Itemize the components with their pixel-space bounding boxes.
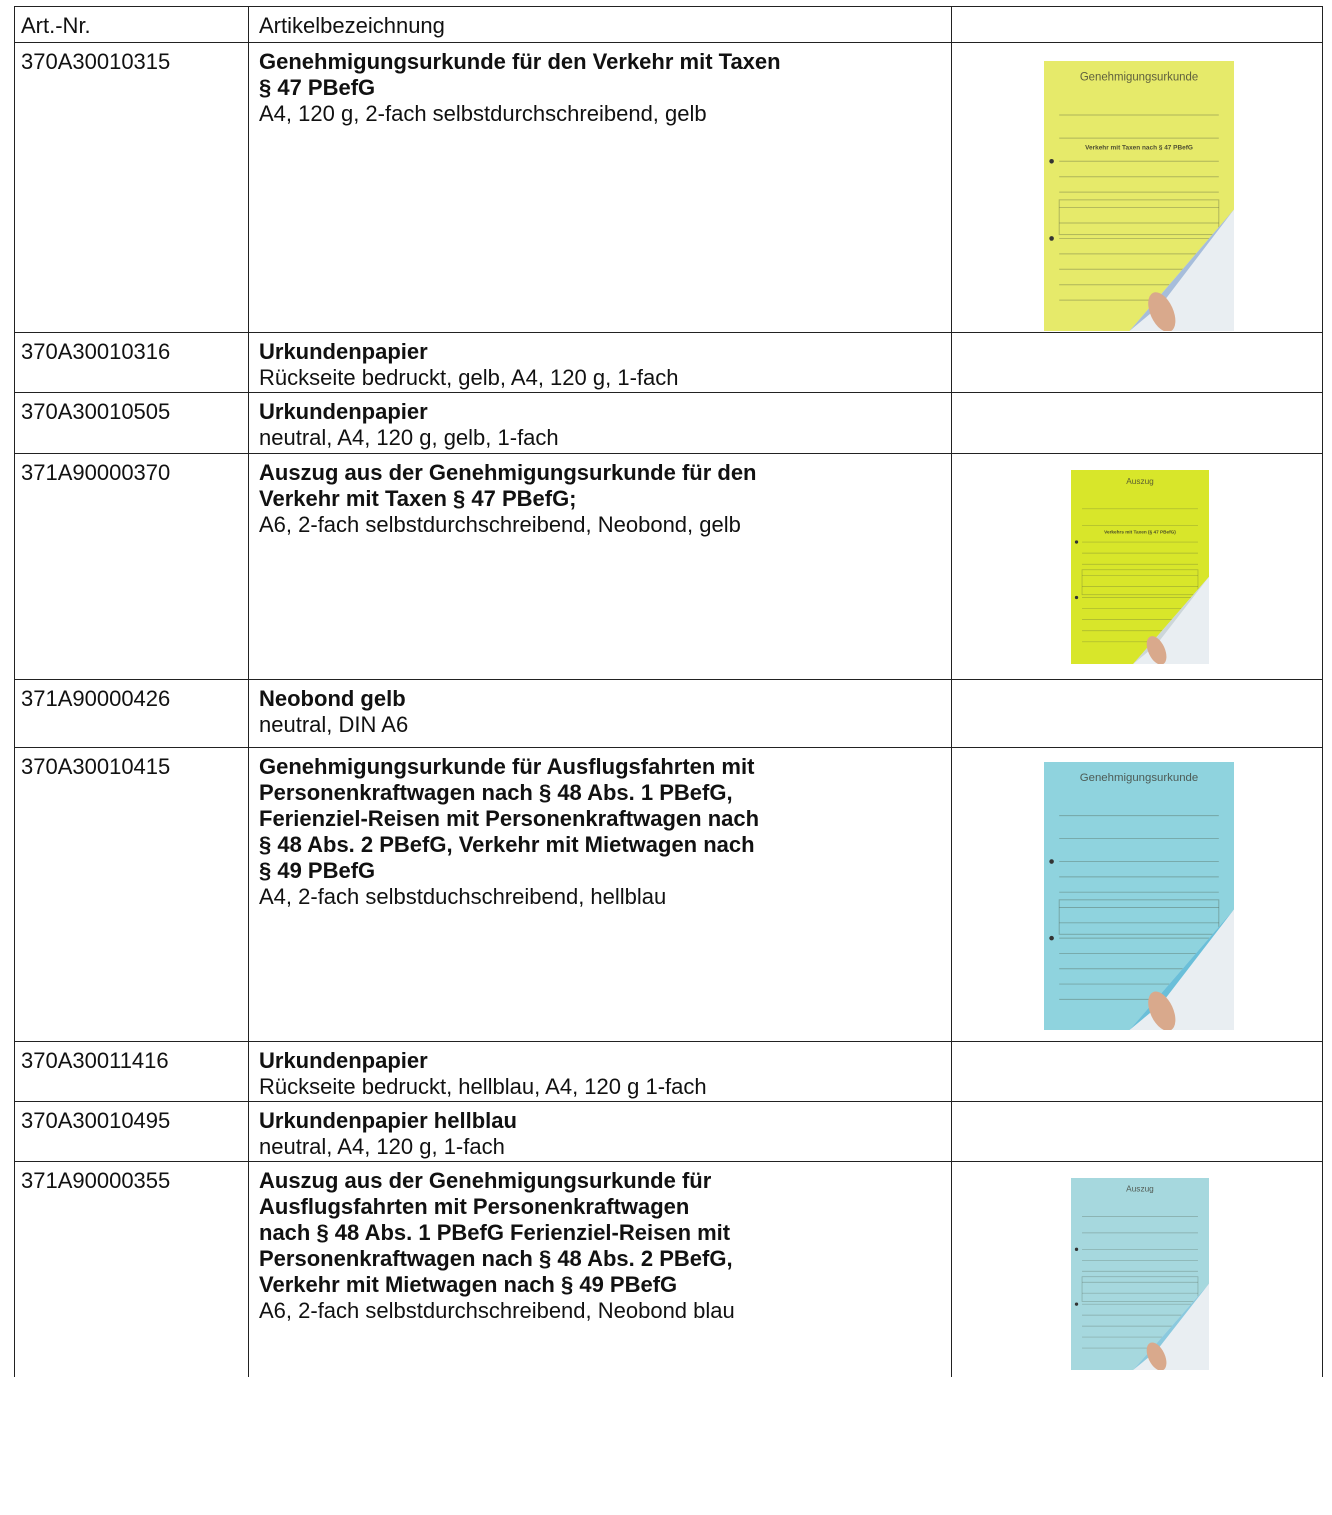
form-heading: Auszug bbox=[1126, 475, 1154, 486]
punch-hole bbox=[1049, 159, 1054, 164]
product-photo bbox=[1071, 470, 1209, 664]
article-description: A4, 2-fach selbstduchschreibend, hellblau bbox=[259, 884, 667, 909]
art-nr: 370A30010505 bbox=[21, 399, 171, 424]
form-heading: Genehmigungsurkunde bbox=[1079, 772, 1199, 785]
image-cell bbox=[952, 393, 1323, 454]
article-description: neutral, A4, 120 g, gelb, 1-fach bbox=[259, 425, 559, 450]
form-heading: Genehmigungsurkunde bbox=[1079, 71, 1199, 84]
art-nr: 371A90000426 bbox=[21, 686, 171, 711]
article-description: A6, 2-fach selbstdurchschreibend, Neobond blau bbox=[259, 1298, 735, 1323]
article-title: Urkundenpapier hellblau bbox=[259, 1108, 517, 1133]
form-subheading: Verkehr mit Taxen nach § 47 PBefG bbox=[1085, 144, 1193, 152]
form-sheet bbox=[1071, 470, 1209, 664]
table-row bbox=[15, 454, 1323, 680]
table-header-row bbox=[15, 7, 1323, 43]
table-row bbox=[15, 1102, 1323, 1162]
punch-hole bbox=[1075, 1303, 1078, 1306]
art-nr: 370A30010495 bbox=[21, 1108, 171, 1133]
form-sheet bbox=[1071, 1178, 1209, 1370]
image-cell bbox=[952, 333, 1323, 393]
article-description: neutral, DIN A6 bbox=[259, 712, 409, 737]
header-artikelbezeichnung: Artikelbezeichnung bbox=[259, 13, 445, 38]
image-cell bbox=[952, 1042, 1323, 1102]
product-photo bbox=[1044, 762, 1234, 1030]
table-row bbox=[15, 393, 1323, 454]
article-title: Genehmigungsurkunde für Ausflugsfahrten mit Personenkraftwagen nach § 48 Abs. 1 PBefG, Ferienziel-Reisen mit Personenkraftwagen nach § 48 Abs. 2 PBefG, Verkehr mit Mietwagen nach § 49 PBefG bbox=[259, 754, 760, 883]
art-nr: 370A30011416 bbox=[21, 1048, 169, 1073]
article-title: Auszug aus der Genehmigungsurkunde für den Verkehr mit Taxen § 47 PBefG; bbox=[259, 460, 757, 511]
article-title: Urkundenpapier bbox=[259, 399, 428, 424]
image-cell bbox=[952, 454, 1323, 680]
punch-hole bbox=[1049, 236, 1054, 241]
art-nr: 370A30010415 bbox=[21, 754, 171, 779]
article-description: Rückseite bedruckt, hellblau, A4, 120 g 1-fach bbox=[259, 1074, 707, 1099]
table-row bbox=[15, 1042, 1323, 1102]
article-table bbox=[14, 6, 1323, 1377]
art-nr: 370A30010315 bbox=[21, 49, 171, 74]
article-description: neutral, A4, 120 g, 1-fach bbox=[259, 1134, 505, 1159]
article-description: Rückseite bedruckt, gelb, A4, 120 g, 1-fach bbox=[259, 365, 679, 390]
image-cell bbox=[952, 43, 1323, 333]
punch-hole bbox=[1075, 540, 1078, 543]
article-title: Urkundenpapier bbox=[259, 1048, 428, 1073]
art-nr: 371A90000370 bbox=[21, 460, 171, 485]
form-heading: Auszug bbox=[1126, 1184, 1154, 1194]
article-title: Auszug aus der Genehmigungsurkunde für Ausflugsfahrten mit Personenkraftwagen nach § 48 Abs. 1 PBefG Ferienziel-Reisen mit Personenkraftwagen nach § 48 Abs. 2 PBefG, Verkehr mit Mietwagen nach § 49 PBefG bbox=[259, 1168, 733, 1297]
article-title: Genehmigungsurkunde für den Verkehr mit Taxen § 47 PBefG bbox=[259, 49, 781, 100]
header-art-nr: Art.-Nr. bbox=[21, 13, 91, 38]
punch-hole bbox=[1049, 936, 1054, 941]
punch-hole bbox=[1075, 1248, 1078, 1251]
form-sheet bbox=[1044, 61, 1234, 331]
product-photo bbox=[1044, 61, 1234, 331]
header-image-column bbox=[952, 7, 1323, 43]
image-cell bbox=[952, 748, 1323, 1042]
image-cell bbox=[952, 1102, 1323, 1162]
table-row bbox=[15, 680, 1323, 748]
table-row bbox=[15, 1162, 1323, 1377]
image-cell bbox=[952, 680, 1323, 748]
form-sheet bbox=[1044, 762, 1234, 1030]
table-row bbox=[15, 43, 1323, 333]
table-row bbox=[15, 748, 1323, 1042]
form-subheading: Verkehrs mit Taxen (§ 47 PBefG) bbox=[1104, 529, 1176, 535]
art-nr: 370A30010316 bbox=[21, 339, 171, 364]
article-description: A4, 120 g, 2-fach selbstdurchschreibend, gelb bbox=[259, 101, 707, 126]
article-description: A6, 2-fach selbstdurchschreibend, Neobond, gelb bbox=[259, 512, 741, 537]
article-title: Neobond gelb bbox=[259, 686, 406, 711]
article-title: Urkundenpapier bbox=[259, 339, 428, 364]
punch-hole bbox=[1049, 859, 1054, 864]
punch-hole bbox=[1075, 596, 1078, 599]
image-cell bbox=[952, 1162, 1323, 1377]
table-row bbox=[15, 333, 1323, 393]
art-nr: 371A90000355 bbox=[21, 1168, 171, 1193]
product-photo bbox=[1071, 1178, 1209, 1370]
